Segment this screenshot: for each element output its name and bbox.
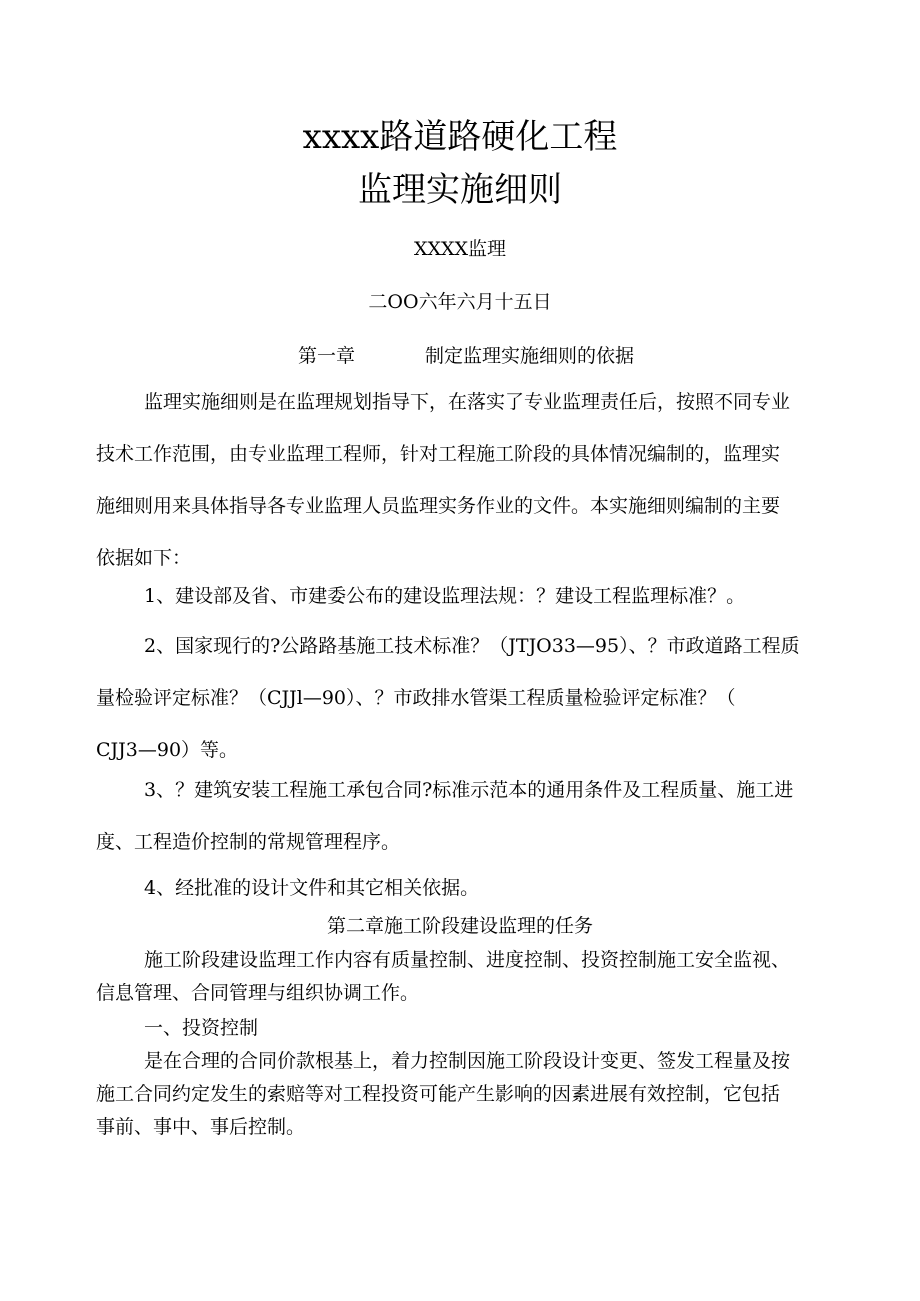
paragraph-line: 技术工作范围，由专业监理工程师，针对工程施工阶段的具体情况编制的，监理实 (96, 443, 781, 465)
company-name: XXXX监理 (413, 238, 507, 260)
chapter-2-intro (96, 944, 831, 1010)
paragraph-line: 信息管理、合同管理与组织协调工作。 (96, 982, 420, 1004)
paragraph-line: 量检验评定标准？（CJJl—90）、？市政排水管渠工程质量检验评定标准？（ (96, 687, 736, 709)
section-heading: 一、投资控制 (144, 1017, 259, 1039)
paragraph-line: 4、经批准的设计文件和其它相关依据。 (144, 877, 480, 899)
paragraph-line: 2、国家现行的?公路路基施工技术标准？（JTJO33—95）、？市政道路工程质 (144, 635, 800, 657)
paragraph-line: CJJ3—90）等。 (96, 739, 239, 761)
document-title-line-1: xxxx路道路硬化工程 (302, 117, 618, 157)
basis-item-4 (96, 862, 831, 914)
basis-item-3 (96, 764, 831, 868)
paragraph-line: 是在合理的合同价款根基上，着力控制因施工阶段设计变更、签发工程量及按 (144, 1050, 791, 1072)
basis-item-1 (96, 570, 831, 622)
section-investment-control (96, 1012, 831, 1144)
paragraph-line: 施工合同约定发生的索赔等对工程投资可能产生影响的因素进展有效控制，它包括 (96, 1083, 781, 1105)
chapter-2-heading: 第二章施工阶段建设监理的任务 (326, 915, 593, 937)
paragraph-line: 依据如下： (96, 547, 192, 569)
paragraph-line: 事前、事中、事后控制。 (96, 1116, 306, 1138)
paragraph-line: 度、工程造价控制的常规管理程序。 (96, 831, 401, 853)
basis-item-2 (96, 620, 831, 776)
paragraph-line: 3、？建筑安装工程施工承包合同?标准示范本的通用条件及工程质量、施工进 (144, 779, 794, 801)
chapter-1-title: 制定监理实施细则的依据 (425, 345, 635, 367)
paragraph-line: 监理实施细则是在监理规划指导下，在落实了专业监理责任后，按照不同专业 (144, 391, 791, 413)
document-date: 二OO六年六月十五日 (368, 291, 552, 313)
paragraph-line: 施工阶段建设监理工作内容有质量控制、进度控制、投资控制施工安全监视、 (144, 949, 791, 971)
paragraph-line: 1、建设部及省、市建委公布的建设监理法规：？建设工程监理标准？。 (144, 585, 746, 607)
chapter-1-number: 第一章 (298, 345, 356, 367)
document-title-line-2: 监理实施细则 (358, 170, 562, 210)
paragraph-line: 施细则用来具体指导各专业监理人员监理实务作业的文件。本实施细则编制的主要 (96, 495, 781, 517)
chapter-1-intro (96, 376, 831, 584)
chapter-1-heading (298, 344, 634, 368)
